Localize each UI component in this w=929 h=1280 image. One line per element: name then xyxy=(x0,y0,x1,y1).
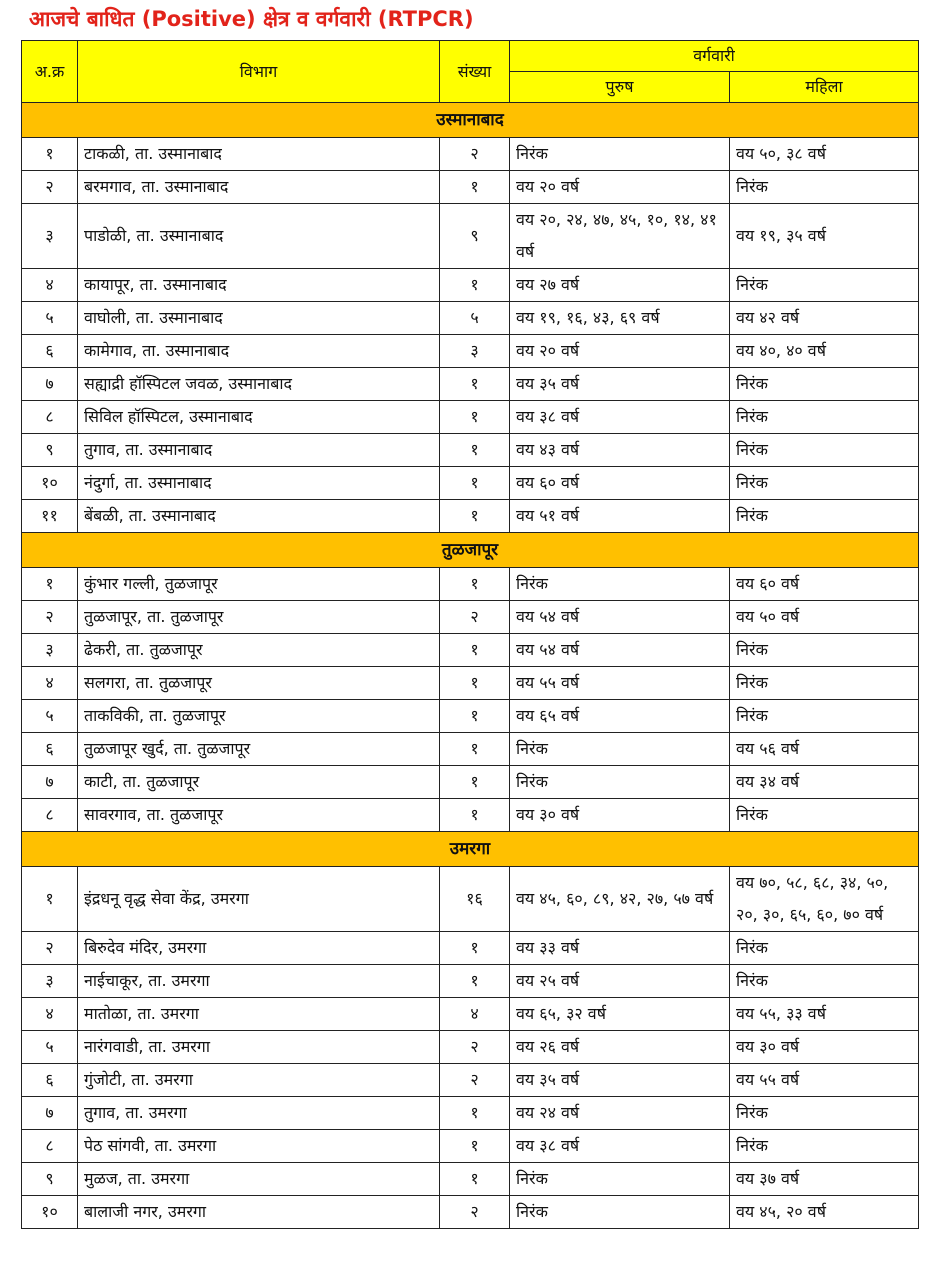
header-count: संख्या xyxy=(440,41,510,103)
cell-female: निरंक xyxy=(730,467,919,500)
cell-area: कुंभार गल्ली, तुळजापूर xyxy=(78,568,440,601)
cell-count: १ xyxy=(440,434,510,467)
cell-female: वय ३४ वर्ष xyxy=(730,766,919,799)
cell-count: १ xyxy=(440,401,510,434)
cell-female: निरंक xyxy=(730,269,919,302)
cell-count: १ xyxy=(440,500,510,533)
table-row xyxy=(22,1097,919,1130)
cell-area: नाईचाकूर, ता. उमरगा xyxy=(78,965,440,998)
cell-female: निरंक xyxy=(730,500,919,533)
page-title: आजचे बाधित (Positive) क्षेत्र व वर्गवारी (RTPCR) xyxy=(29,7,474,31)
table-row xyxy=(22,568,919,601)
cell-male: वय ५५ वर्ष xyxy=(510,667,730,700)
cell-count: १ xyxy=(440,269,510,302)
cell-count: २ xyxy=(440,1064,510,1097)
section-header-row xyxy=(22,103,919,138)
cell-sr: ४ xyxy=(22,667,78,700)
table-row xyxy=(22,138,919,171)
cell-male: वय २० वर्ष xyxy=(510,335,730,368)
cell-sr: ३ xyxy=(22,204,78,269)
cell-area: सह्याद्री हॉस्पिटल जवळ, उस्मानाबाद xyxy=(78,368,440,401)
cell-sr: ७ xyxy=(22,1097,78,1130)
cell-area: तुळजापूर, ता. तुळजापूर xyxy=(78,601,440,634)
cell-female: निरंक xyxy=(730,634,919,667)
cell-male: निरंक xyxy=(510,138,730,171)
cell-female: वय ४२ वर्ष xyxy=(730,302,919,335)
table-row xyxy=(22,1031,919,1064)
cell-count: १ xyxy=(440,799,510,832)
cell-area: तुळजापूर खुर्द, ता. तुळजापूर xyxy=(78,733,440,766)
cell-area: मुळज, ता. उमरगा xyxy=(78,1163,440,1196)
cell-count: १ xyxy=(440,368,510,401)
table-row xyxy=(22,1163,919,1196)
header-category: वर्गवारी xyxy=(510,41,919,72)
table-row xyxy=(22,1130,919,1163)
section-name: उस्मानाबाद xyxy=(22,103,919,138)
cell-sr: ५ xyxy=(22,302,78,335)
cell-count: १ xyxy=(440,171,510,204)
cell-sr: ५ xyxy=(22,1031,78,1064)
header-male: पुरुष xyxy=(510,72,730,103)
cell-male: निरंक xyxy=(510,766,730,799)
cell-sr: १० xyxy=(22,1196,78,1229)
cell-male: वय ४३ वर्ष xyxy=(510,434,730,467)
cell-count: १ xyxy=(440,965,510,998)
cell-count: १ xyxy=(440,1163,510,1196)
cell-female: निरंक xyxy=(730,799,919,832)
cell-count: ४ xyxy=(440,998,510,1031)
cell-male: वय ५४ वर्ष xyxy=(510,601,730,634)
cell-female: निरंक xyxy=(730,667,919,700)
cell-female: वय १९, ३५ वर्ष xyxy=(730,204,919,269)
cell-female: वय ५६ वर्ष xyxy=(730,733,919,766)
cell-area: तुगाव, ता. उस्मानाबाद xyxy=(78,434,440,467)
table-row xyxy=(22,269,919,302)
cell-sr: ३ xyxy=(22,634,78,667)
cell-area: मातोळा, ता. उमरगा xyxy=(78,998,440,1031)
cell-male: वय ३० वर्ष xyxy=(510,799,730,832)
cell-male: वय ५४ वर्ष xyxy=(510,634,730,667)
cell-male: निरंक xyxy=(510,733,730,766)
cell-female: वय ४५, २० वर्ष xyxy=(730,1196,919,1229)
cell-male: निरंक xyxy=(510,568,730,601)
table-row xyxy=(22,733,919,766)
table-row xyxy=(22,467,919,500)
cell-male: वय ६० वर्ष xyxy=(510,467,730,500)
cell-sr: १ xyxy=(22,568,78,601)
cell-count: १ xyxy=(440,700,510,733)
cell-sr: ७ xyxy=(22,368,78,401)
cell-count: १ xyxy=(440,932,510,965)
cell-male: वय ३८ वर्ष xyxy=(510,1130,730,1163)
cell-sr: १ xyxy=(22,867,78,932)
table-row xyxy=(22,965,919,998)
cell-count: ५ xyxy=(440,302,510,335)
cell-female: निरंक xyxy=(730,401,919,434)
cell-male: वय १९, १६, ४३, ६९ वर्ष xyxy=(510,302,730,335)
cell-female: वय ७०, ५८, ६८, ३४, ५०, २०, ३०, ६५, ६०, ७० वर्ष xyxy=(730,867,919,932)
table-row xyxy=(22,401,919,434)
cell-female: वय ४०, ४० वर्ष xyxy=(730,335,919,368)
cell-female: वय ६० वर्ष xyxy=(730,568,919,601)
cell-count: २ xyxy=(440,601,510,634)
cell-sr: ३ xyxy=(22,965,78,998)
cell-area: पेठ सांगवी, ता. उमरगा xyxy=(78,1130,440,1163)
cell-male: वय २६ वर्ष xyxy=(510,1031,730,1064)
cell-count: ३ xyxy=(440,335,510,368)
cell-female: निरंक xyxy=(730,368,919,401)
cell-sr: ७ xyxy=(22,766,78,799)
cell-area: काटी, ता. तुळजापूर xyxy=(78,766,440,799)
cell-female: निरंक xyxy=(730,171,919,204)
cell-area: बालाजी नगर, उमरगा xyxy=(78,1196,440,1229)
cell-male: निरंक xyxy=(510,1163,730,1196)
cell-female: निरंक xyxy=(730,1097,919,1130)
cell-male: वय २५ वर्ष xyxy=(510,965,730,998)
cell-sr: ६ xyxy=(22,733,78,766)
cell-female: निरंक xyxy=(730,932,919,965)
cell-male: वय ६५ वर्ष xyxy=(510,700,730,733)
table-row xyxy=(22,867,919,932)
cell-area: बेंबळी, ता. उस्मानाबाद xyxy=(78,500,440,533)
header-sr: अ.क्र xyxy=(22,41,78,103)
cell-sr: २ xyxy=(22,601,78,634)
cell-female: वय ५०, ३८ वर्ष xyxy=(730,138,919,171)
cell-count: १ xyxy=(440,766,510,799)
cell-male: वय ६५, ३२ वर्ष xyxy=(510,998,730,1031)
table-body xyxy=(22,103,919,1229)
table-row xyxy=(22,171,919,204)
table-row xyxy=(22,204,919,269)
cell-male: वय ३५ वर्ष xyxy=(510,368,730,401)
cell-male: वय ३३ वर्ष xyxy=(510,932,730,965)
table-row xyxy=(22,932,919,965)
cell-area: सिविल हॉस्पिटल, उस्मानाबाद xyxy=(78,401,440,434)
section-name: तुळजापूर xyxy=(22,533,919,568)
table-row xyxy=(22,700,919,733)
cell-area: नंदुर्गा, ता. उस्मानाबाद xyxy=(78,467,440,500)
cell-count: ९ xyxy=(440,204,510,269)
cell-sr: ५ xyxy=(22,700,78,733)
cell-male: वय ५१ वर्ष xyxy=(510,500,730,533)
cell-male: वय ४५, ६०, ८९, ४२, २७, ५७ वर्ष xyxy=(510,867,730,932)
cell-area: ढेकरी, ता. तुळजापूर xyxy=(78,634,440,667)
cell-count: १ xyxy=(440,634,510,667)
table-row xyxy=(22,634,919,667)
cell-female: वय ५५, ३३ वर्ष xyxy=(730,998,919,1031)
table-row xyxy=(22,368,919,401)
cell-female: वय ३० वर्ष xyxy=(730,1031,919,1064)
cell-sr: ४ xyxy=(22,998,78,1031)
cell-count: १ xyxy=(440,467,510,500)
cell-male: वय २७ वर्ष xyxy=(510,269,730,302)
cell-female: वय ५० वर्ष xyxy=(730,601,919,634)
table-row xyxy=(22,601,919,634)
cell-count: २ xyxy=(440,1031,510,1064)
cell-sr: ६ xyxy=(22,1064,78,1097)
cell-area: कामेगाव, ता. उस्मानाबाद xyxy=(78,335,440,368)
cell-male: वय २० वर्ष xyxy=(510,171,730,204)
cell-count: २ xyxy=(440,138,510,171)
cell-area: बरमगाव, ता. उस्मानाबाद xyxy=(78,171,440,204)
cell-area: सलगरा, ता. तुळजापूर xyxy=(78,667,440,700)
cell-sr: २ xyxy=(22,171,78,204)
table-row xyxy=(22,302,919,335)
cell-sr: १० xyxy=(22,467,78,500)
cell-count: १ xyxy=(440,667,510,700)
cell-male: वय ३५ वर्ष xyxy=(510,1064,730,1097)
cell-sr: ९ xyxy=(22,434,78,467)
cell-area: ताकविकी, ता. तुळजापूर xyxy=(78,700,440,733)
header-area: विभाग xyxy=(78,41,440,103)
cell-area: पाडोळी, ता. उस्मानाबाद xyxy=(78,204,440,269)
cell-area: तुगाव, ता. उमरगा xyxy=(78,1097,440,1130)
cell-area: नारंगवाडी, ता. उमरगा xyxy=(78,1031,440,1064)
cell-area: इंद्रधनू वृद्ध सेवा केंद्र, उमरगा xyxy=(78,867,440,932)
section-name: उमरगा xyxy=(22,832,919,867)
cell-area: कायापूर, ता. उस्मानाबाद xyxy=(78,269,440,302)
table-row xyxy=(22,1064,919,1097)
cell-count: १ xyxy=(440,1130,510,1163)
cell-sr: १ xyxy=(22,138,78,171)
table-header xyxy=(22,41,919,103)
table-row xyxy=(22,1196,919,1229)
section-header-row xyxy=(22,832,919,867)
positive-areas-table xyxy=(21,40,919,1229)
cell-female: निरंक xyxy=(730,434,919,467)
table-row xyxy=(22,766,919,799)
cell-area: बिरुदेव मंदिर, उमरगा xyxy=(78,932,440,965)
cell-area: गुंजोटी, ता. उमरगा xyxy=(78,1064,440,1097)
cell-female: निरंक xyxy=(730,965,919,998)
table-row xyxy=(22,500,919,533)
cell-count: १६ xyxy=(440,867,510,932)
cell-female: निरंक xyxy=(730,700,919,733)
cell-male: वय ३८ वर्ष xyxy=(510,401,730,434)
cell-sr: ८ xyxy=(22,401,78,434)
cell-male: वय २०, २४, ४७, ४५, १०, १४, ४१ वर्ष xyxy=(510,204,730,269)
cell-area: टाकळी, ता. उस्मानाबाद xyxy=(78,138,440,171)
cell-female: वय ३७ वर्ष xyxy=(730,1163,919,1196)
cell-female: वय ५५ वर्ष xyxy=(730,1064,919,1097)
section-header-row xyxy=(22,533,919,568)
cell-sr: ८ xyxy=(22,1130,78,1163)
table-row xyxy=(22,434,919,467)
cell-area: सावरगाव, ता. तुळजापूर xyxy=(78,799,440,832)
cell-male: वय २४ वर्ष xyxy=(510,1097,730,1130)
cell-sr: २ xyxy=(22,932,78,965)
cell-area: वाघोली, ता. उस्मानाबाद xyxy=(78,302,440,335)
cell-count: १ xyxy=(440,733,510,766)
cell-male: निरंक xyxy=(510,1196,730,1229)
table-row xyxy=(22,799,919,832)
cell-sr: ८ xyxy=(22,799,78,832)
header-female: महिला xyxy=(730,72,919,103)
cell-count: २ xyxy=(440,1196,510,1229)
cell-female: निरंक xyxy=(730,1130,919,1163)
table-row xyxy=(22,998,919,1031)
cell-sr: ९ xyxy=(22,1163,78,1196)
table-row xyxy=(22,667,919,700)
cell-sr: ४ xyxy=(22,269,78,302)
cell-count: १ xyxy=(440,1097,510,1130)
cell-sr: ६ xyxy=(22,335,78,368)
cell-count: १ xyxy=(440,568,510,601)
cell-sr: ११ xyxy=(22,500,78,533)
table-row xyxy=(22,335,919,368)
